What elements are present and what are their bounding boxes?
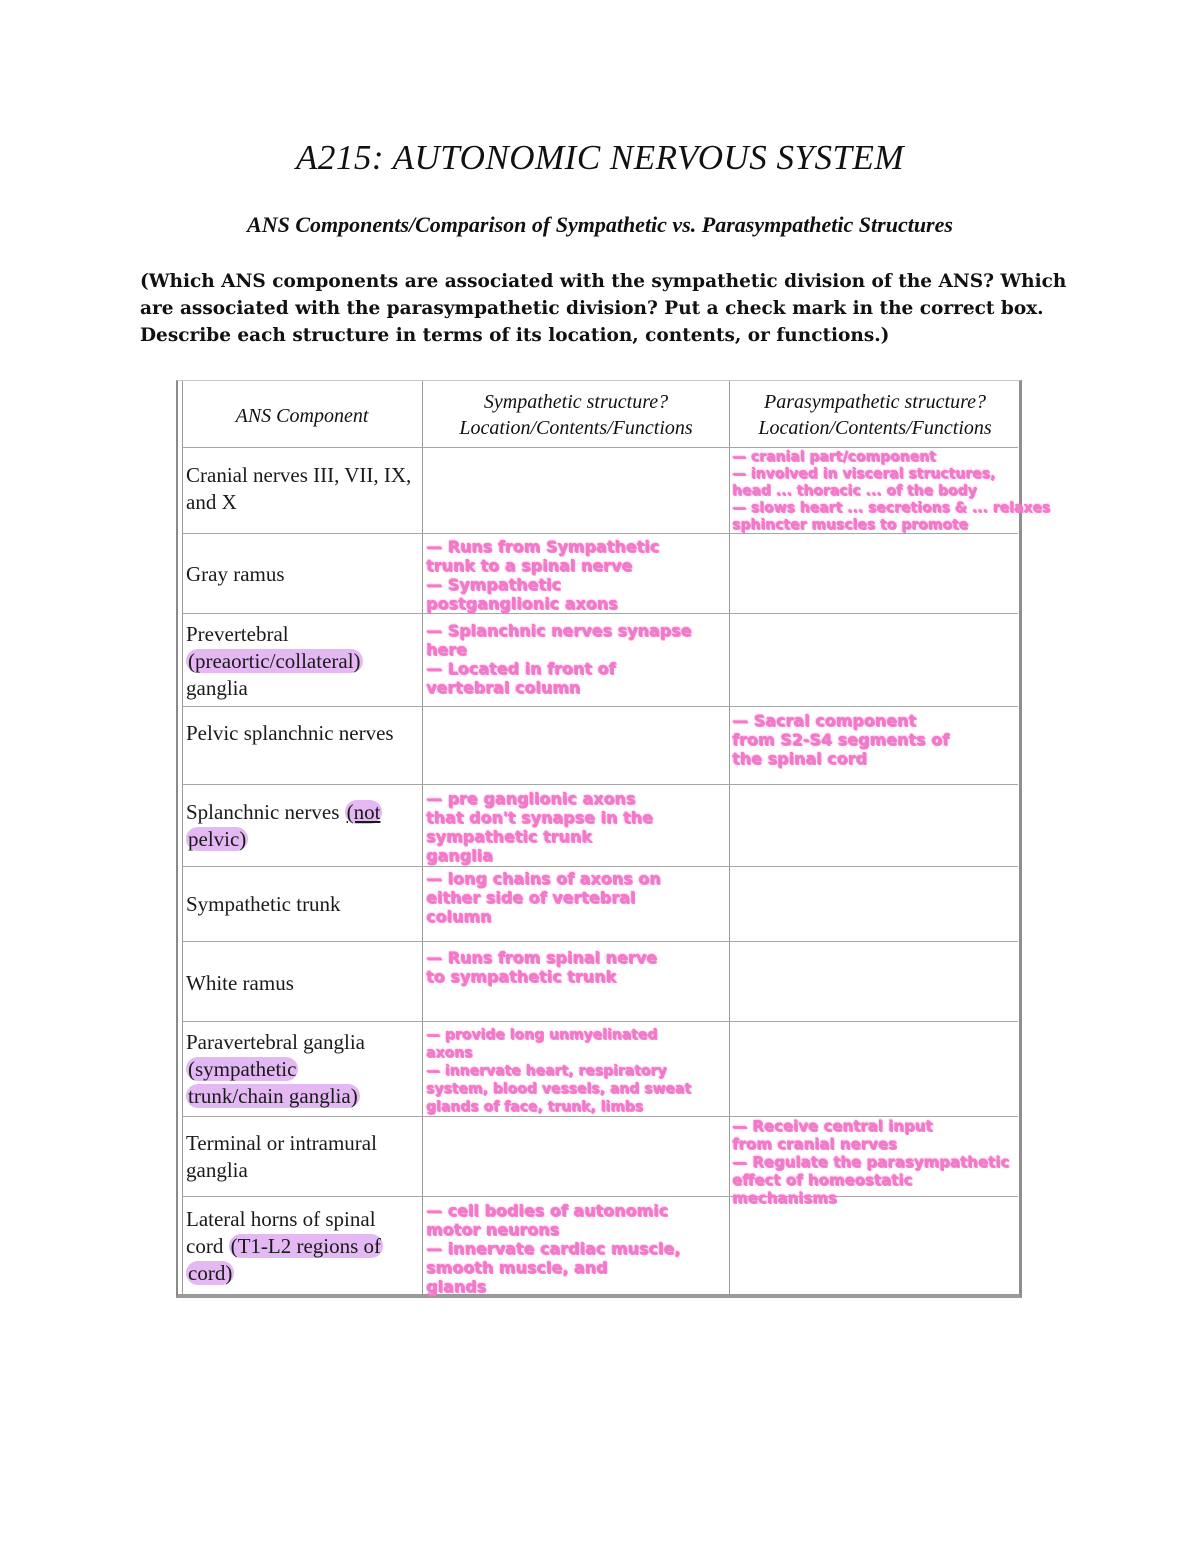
component-pelvic-splanchnic-nerves: Pelvic splanchnic nerves bbox=[186, 721, 394, 745]
component-prevertebral-ganglia bbox=[186, 621, 418, 702]
highlighted-text: cord) bbox=[188, 1261, 233, 1285]
highlighted-text: (T1-L2 regions of bbox=[230, 1234, 382, 1258]
page-title: A215: AUTONOMIC NERVOUS SYSTEM bbox=[295, 138, 905, 177]
row-divider bbox=[182, 941, 1018, 942]
highlighted-text: pelvic) bbox=[188, 827, 247, 851]
handwritten-note-sympathetic: — Runs from spinal nerve to sympathetic trunk bbox=[426, 948, 657, 986]
row-divider bbox=[182, 613, 1018, 614]
table-left-inner-line bbox=[182, 381, 183, 1294]
header-sympathetic bbox=[424, 389, 728, 441]
instructions-text: (Which ANS components are associated with the sympathetic division of the ANS? Which are associated with the parasympathetic division? Put a check mark in the correct box. Describe each structure in terms of its location, contents, or functions.) bbox=[140, 271, 1067, 346]
component-terminal-intramural-ganglia: Terminal or intramural ganglia bbox=[186, 1131, 377, 1182]
row-divider bbox=[182, 784, 1018, 785]
header-parasympathetic-line2: Location/Contents/Functions bbox=[758, 417, 992, 439]
handwritten-note-sympathetic: — pre ganglionic axons that don't synapse in the sympathetic trunk ganglia bbox=[426, 789, 653, 865]
ans-comparison-table bbox=[176, 380, 1051, 1298]
header-ans-component: ANS Component bbox=[235, 405, 369, 427]
highlighted-text: (preaortic/collateral) bbox=[188, 649, 361, 673]
component-gray-ramus: Gray ramus bbox=[186, 562, 285, 586]
component-line: Paravertebral ganglia bbox=[186, 1030, 365, 1054]
component-cranial-nerves: Cranial nerves III, VII, IX, and X bbox=[186, 463, 412, 514]
header-sympathetic-line2: Location/Contents/Functions bbox=[459, 417, 693, 439]
header-sympathetic-line1: Sympathetic structure? bbox=[483, 391, 669, 413]
header-parasympathetic-line1: Parasympathetic structure? bbox=[763, 391, 986, 413]
component-white-ramus: White ramus bbox=[186, 971, 294, 995]
component-sympathetic-trunk: Sympathetic trunk bbox=[186, 892, 341, 916]
component-line: ganglia bbox=[186, 676, 248, 700]
highlighted-text: trunk/chain ganglia) bbox=[188, 1084, 358, 1108]
component-splanchnic-nerves bbox=[186, 799, 418, 853]
component-line: Splanchnic nerves bbox=[186, 800, 340, 824]
handwritten-note-parasympathetic: — cranial part/component — involved in visceral structures, head ... thoracic ... of the body — slows heart ... secretions & ... relaxes sphincter muscles to promote bbox=[732, 449, 1051, 533]
component-line: Lateral horns of spinal bbox=[186, 1207, 376, 1231]
row-divider bbox=[182, 866, 1018, 867]
handwritten-note-sympathetic: — Splanchnic nerves synapse here — Located in front of vertebral column bbox=[426, 621, 692, 697]
handwritten-note-sympathetic: — cell bodies of autonomic motor neurons — innervate cardiac muscle, smooth muscle, and glands bbox=[426, 1201, 681, 1296]
row-divider bbox=[182, 706, 1018, 707]
handwritten-note-sympathetic: — Runs from Sympathetic trunk to a spinal nerve — Sympathetic postganglionic axons bbox=[426, 537, 660, 613]
handwritten-note-parasympathetic: — Sacral component from S2-S4 segments of the spinal cord bbox=[732, 711, 950, 768]
row-divider bbox=[182, 1021, 1018, 1022]
component-line: cord bbox=[186, 1234, 224, 1258]
component-line: Prevertebral bbox=[186, 622, 289, 646]
column-divider-1 bbox=[422, 381, 423, 1294]
header-parasympathetic bbox=[730, 389, 1020, 441]
component-lateral-horns bbox=[186, 1206, 418, 1287]
handwritten-note-parasympathetic: — Receive central input from cranial nerves — Regulate the parasympathetic effect of homeostatic mechanisms bbox=[732, 1117, 1010, 1207]
document-subtitle: ANS Components/Comparison of Sympathetic vs. Parasympathetic Structures bbox=[247, 212, 953, 237]
header-divider bbox=[182, 447, 1018, 448]
handwritten-note-sympathetic: — long chains of axons on either side of vertebral column bbox=[426, 869, 661, 926]
component-paravertebral-ganglia bbox=[186, 1029, 418, 1110]
handwritten-note-sympathetic: — provide long unmyelinated axons — innervate heart, respiratory system, blood vessels, and sweat glands of face, trunk, limbs bbox=[426, 1027, 692, 1115]
highlighted-text: (not bbox=[346, 800, 381, 824]
highlighted-text: (sympathetic bbox=[188, 1057, 297, 1081]
